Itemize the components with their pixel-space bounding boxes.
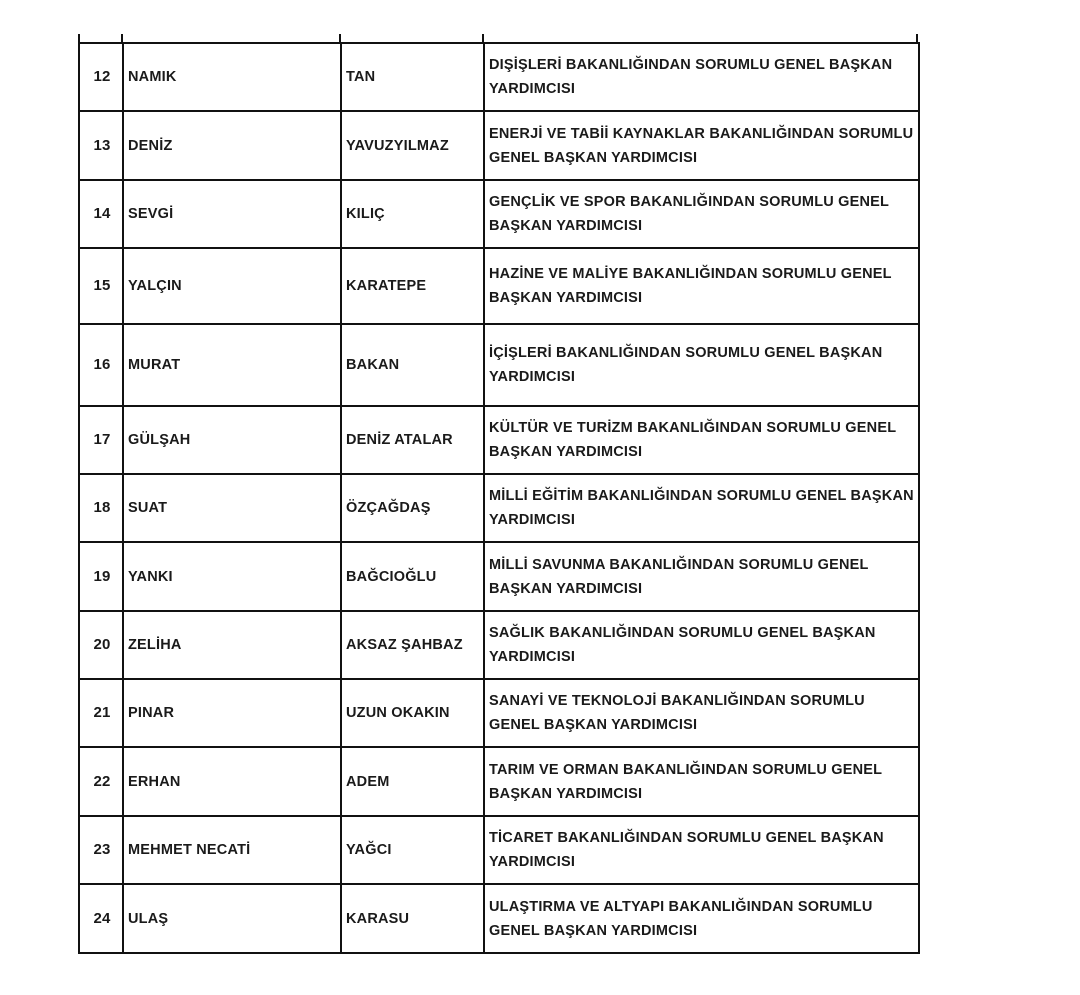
last-name: TAN bbox=[341, 43, 484, 111]
role-description: TİCARET BAKANLIĞINDAN SORUMLU GENEL BAŞKAN YARDIMCISI bbox=[484, 816, 919, 884]
first-name: ULAŞ bbox=[123, 884, 341, 953]
role-description: ENERJİ VE TABİİ KAYNAKLAR BAKANLIĞINDAN SORUMLU GENEL BAŞKAN YARDIMCISI bbox=[484, 111, 919, 180]
last-name: KILIÇ bbox=[341, 180, 484, 248]
role-description: MİLLİ EĞİTİM BAKANLIĞINDAN SORUMLU GENEL BAŞKAN YARDIMCISI bbox=[484, 474, 919, 542]
row-number: 19 bbox=[79, 542, 123, 611]
row-number: 24 bbox=[79, 884, 123, 953]
row-number: 15 bbox=[79, 248, 123, 324]
role-description: SANAYİ VE TEKNOLOJİ BAKANLIĞINDAN SORUMLU GENEL BAŞKAN YARDIMCISI bbox=[484, 679, 919, 747]
row-number: 22 bbox=[79, 747, 123, 816]
table-row bbox=[79, 43, 919, 111]
role-description: TARIM VE ORMAN BAKANLIĞINDAN SORUMLU GENEL BAŞKAN YARDIMCISI bbox=[484, 747, 919, 816]
first-name: PINAR bbox=[123, 679, 341, 747]
table-row bbox=[79, 611, 919, 679]
row-number: 17 bbox=[79, 406, 123, 474]
table-row bbox=[79, 248, 919, 324]
table-row bbox=[79, 180, 919, 248]
first-name: MURAT bbox=[123, 324, 341, 406]
first-name: SUAT bbox=[123, 474, 341, 542]
last-name: AKSAZ ŞAHBAZ bbox=[341, 611, 484, 679]
role-description: KÜLTÜR VE TURİZM BAKANLIĞINDAN SORUMLU GENEL BAŞKAN YARDIMCISI bbox=[484, 406, 919, 474]
vice-chair-table bbox=[78, 42, 920, 954]
last-name: DENİZ ATALAR bbox=[341, 406, 484, 474]
row-number: 21 bbox=[79, 679, 123, 747]
table-row bbox=[79, 884, 919, 953]
role-description: DIŞİŞLERİ BAKANLIĞINDAN SORUMLU GENEL BAŞKAN YARDIMCISI bbox=[484, 43, 919, 111]
table-row bbox=[79, 324, 919, 406]
table-row bbox=[79, 474, 919, 542]
role-description: MİLLİ SAVUNMA BAKANLIĞINDAN SORUMLU GENEL BAŞKAN YARDIMCISI bbox=[484, 542, 919, 611]
last-name: ÖZÇAĞDAŞ bbox=[341, 474, 484, 542]
last-name: YAĞCI bbox=[341, 816, 484, 884]
first-name: ZELİHA bbox=[123, 611, 341, 679]
table-row bbox=[79, 111, 919, 180]
last-name: KARATEPE bbox=[341, 248, 484, 324]
first-name: SEVGİ bbox=[123, 180, 341, 248]
first-name: GÜLŞAH bbox=[123, 406, 341, 474]
last-name: ADEM bbox=[341, 747, 484, 816]
table-row bbox=[79, 406, 919, 474]
last-name: UZUN OKAKIN bbox=[341, 679, 484, 747]
role-description: HAZİNE VE MALİYE BAKANLIĞINDAN SORUMLU GENEL BAŞKAN YARDIMCISI bbox=[484, 248, 919, 324]
row-number: 16 bbox=[79, 324, 123, 406]
row-number: 14 bbox=[79, 180, 123, 248]
row-number: 18 bbox=[79, 474, 123, 542]
table-row bbox=[79, 679, 919, 747]
first-name: ERHAN bbox=[123, 747, 341, 816]
last-name: BAĞCIOĞLU bbox=[341, 542, 484, 611]
role-description: SAĞLIK BAKANLIĞINDAN SORUMLU GENEL BAŞKAN YARDIMCISI bbox=[484, 611, 919, 679]
table-row bbox=[79, 747, 919, 816]
table-row bbox=[79, 816, 919, 884]
first-name: DENİZ bbox=[123, 111, 341, 180]
role-description: GENÇLİK VE SPOR BAKANLIĞINDAN SORUMLU GENEL BAŞKAN YARDIMCISI bbox=[484, 180, 919, 248]
first-name: MEHMET NECATİ bbox=[123, 816, 341, 884]
role-description: İÇİŞLERİ BAKANLIĞINDAN SORUMLU GENEL BAŞKAN YARDIMCISI bbox=[484, 324, 919, 406]
row-number: 23 bbox=[79, 816, 123, 884]
role-description: ULAŞTIRMA VE ALTYAPI BAKANLIĞINDAN SORUMLU GENEL BAŞKAN YARDIMCISI bbox=[484, 884, 919, 953]
table-row bbox=[79, 542, 919, 611]
first-name: NAMIK bbox=[123, 43, 341, 111]
first-name: YANKI bbox=[123, 542, 341, 611]
row-number: 13 bbox=[79, 111, 123, 180]
last-name: BAKAN bbox=[341, 324, 484, 406]
row-number: 20 bbox=[79, 611, 123, 679]
last-name: YAVUZYILMAZ bbox=[341, 111, 484, 180]
first-name: YALÇIN bbox=[123, 248, 341, 324]
row-number: 12 bbox=[79, 43, 123, 111]
last-name: KARASU bbox=[341, 884, 484, 953]
